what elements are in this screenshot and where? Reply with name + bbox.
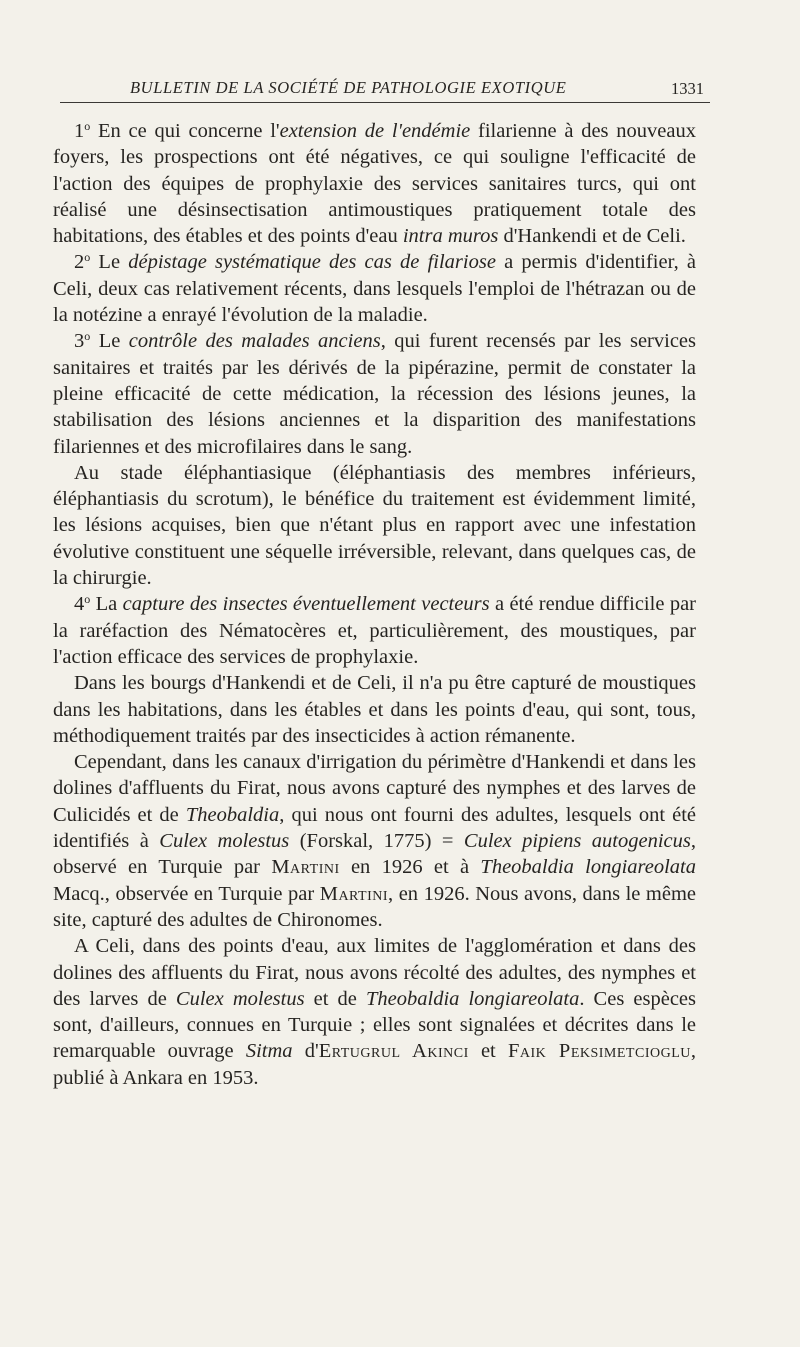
ordinal-mark: o	[84, 592, 91, 607]
paragraph-text: Macq., observée en Turquie par	[53, 882, 320, 905]
author-name: Faik Peksimetcioglu	[507, 1040, 691, 1063]
book-title: Sitma	[245, 1040, 293, 1063]
paragraph-extension	[53, 118, 696, 249]
paragraph-text: Le	[90, 330, 129, 353]
running-header	[60, 76, 710, 103]
species-name: Theobaldia	[185, 803, 280, 826]
species-name: Culex pipiens autogenicus	[463, 830, 691, 853]
paragraph-text: Le	[90, 251, 129, 274]
author-name: Martini	[271, 856, 340, 879]
species-name: Theobaldia longiareolata	[480, 856, 696, 879]
paragraph-capture	[53, 591, 696, 670]
ordinal-mark: o	[84, 119, 91, 133]
item-number: 2	[74, 251, 85, 274]
species-name: Theobaldia longiareolata	[366, 987, 580, 1010]
author-name: Ertugrul Akinci	[318, 1040, 469, 1063]
ordinal-mark: o	[84, 329, 91, 344]
paragraph-text: en 1926 et à	[339, 856, 481, 879]
paragraph-depistage	[53, 249, 696, 328]
paragraph-text: La	[90, 593, 123, 616]
paragraph-text: , publié à Ankara en 1953.	[53, 1040, 696, 1089]
paragraph-text: (Forskal, 1775) =	[289, 830, 464, 853]
species-name: Culex molestus	[159, 830, 290, 853]
page-number: 1331	[671, 79, 704, 98]
item-number: 1	[74, 120, 85, 142]
paragraph-text: , qui nous ont fourni des adultes, lesquels ont été identifiés à	[53, 803, 696, 853]
paragraph-text: . Ces espèces sont, d'ailleurs, connues en Turquie ; elles sont signalées et décrites dans le remarquable ouvrage	[53, 987, 697, 1063]
paragraph-text: et	[468, 1040, 508, 1063]
emphasis-text: contrôle des malades anciens	[128, 330, 381, 353]
article-body	[53, 118, 696, 1091]
paragraph-text: d'Hankendi et de Celi.	[498, 225, 686, 248]
paragraph-cependant	[53, 749, 696, 933]
paragraph-text: a permis d'identifier, à Celi, deux cas relativement récents, dans lesquels l'emploi de l'hétrazan ou de la notézine a enrayé l'évolution de la maladie.	[53, 251, 696, 327]
emphasis-text: extension de l'endémie	[279, 120, 471, 142]
paragraph-text: d'	[292, 1040, 319, 1063]
paragraph-celi	[53, 933, 696, 1091]
item-number: 4	[74, 593, 85, 616]
paragraph-elephantiasis: Au stade éléphantiasique (éléphantiasis des membres inférieurs, éléphantiasis du scrotum), le bénéfice du traitement est évidemment limité, les lésions acquises, bien que n'étant plus en rapport avec une infestation évolutive constituent une séquelle irréversible, relevant, dans quelques cas, de la chirurgie.	[53, 461, 696, 590]
paragraph-controle	[53, 328, 696, 459]
paragraph-text: , en 1926. Nous avons, dans le même site, capturé des adultes de Chironomes.	[53, 882, 696, 931]
journal-title: BULLETIN DE LA SOCIÉTÉ DE PATHOLOGIE EXOTIQUE	[130, 78, 567, 97]
emphasis-text: intra muros	[402, 225, 499, 248]
ordinal-mark: o	[84, 250, 91, 265]
paragraph-text: A Celi, dans des points d'eau, aux limites de l'agglomération et dans des dolines des affluents du Firat, nous avons récolté des adultes, des nymphes et des larves de	[53, 935, 696, 1010]
paragraph-text: , observé en Turquie par	[53, 830, 696, 879]
species-name: Culex molestus	[175, 987, 305, 1010]
paragraph-bourgs: Dans les bourgs d'Hankendi et de Celi, il n'a pu être capturé de moustiques dans les habitations, dans les étables et dans les points d'eau, qui sont, tous, méthodiquement traités par des insecticides à action rémanente.	[53, 672, 696, 747]
author-name: Martini	[319, 882, 389, 905]
paragraph-text: a été rendue difficile par la raréfaction des Nématocères et, particulièrement, des moustiques, par l'action efficace des services de prophylaxie.	[53, 593, 696, 668]
paragraph-text: , qui furent recensés par les services sanitaires et traités par les dérivés de la pipérazine, permit de constater la pleine efficacité de cette médication, la récession des lésions jeunes, la stabilisation des lésions anciennes et la disparition des manifestations filariennes et des microfilaires dans le sang.	[53, 330, 697, 458]
paragraph-text: Cependant, dans les canaux d'irrigation du périmètre d'Hankendi et dans les dolines d'affluents du Firat, nous avons capturé des nymphes et des larves de Culicidés et de	[53, 751, 696, 826]
paragraph-text: et de	[304, 987, 366, 1010]
emphasis-text: capture des insectes éventuellement vecteurs	[122, 593, 490, 616]
paragraph-text: En ce qui concerne l'	[90, 120, 280, 142]
paragraph-text: filarienne à des nouveaux foyers, les prospections ont été négatives, ce qui souligne l'efficacité de l'action des équipes de prophylaxie des services sanitaires turcs, qui ont réalisé une désinsectisation antimoustiques pratiquement totale des habitations, des étables et des points d'eau	[53, 120, 696, 248]
item-number: 3	[74, 330, 85, 353]
emphasis-text: dépistage systématique des cas de filariose	[128, 251, 496, 274]
